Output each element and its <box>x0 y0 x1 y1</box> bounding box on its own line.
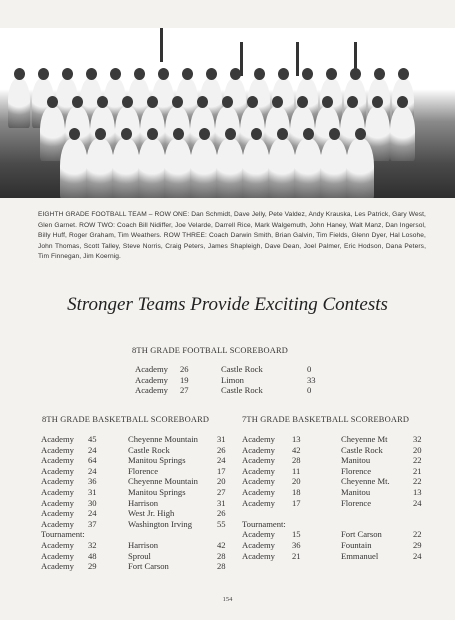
score-score: 24 <box>88 508 97 519</box>
score-team: Academy <box>242 540 275 550</box>
score-opponent: Florence <box>341 465 372 476</box>
player-head <box>355 128 366 140</box>
score-team: Academy <box>41 476 74 487</box>
score-opponent: Washington Irving <box>128 518 192 529</box>
score-team: Academy <box>41 465 74 476</box>
score-opp-score: 20 <box>217 476 226 487</box>
player-head <box>302 68 313 80</box>
score-score: 11 <box>292 465 301 476</box>
player-head <box>134 68 145 80</box>
player-head <box>303 128 314 140</box>
player-head <box>350 68 361 80</box>
player-head <box>372 96 383 108</box>
player-figure <box>138 138 166 198</box>
score-team: Academy <box>242 434 275 444</box>
score-opponent: Fort Carson <box>128 561 169 572</box>
score-opponent: Manitou Springs <box>128 487 186 497</box>
score-opp-score: 26 <box>217 444 226 455</box>
score-opp-score: 28 <box>217 550 226 561</box>
player-head <box>47 96 58 108</box>
player-head <box>347 96 358 108</box>
score-score: 19 <box>180 374 189 385</box>
score-opp-score: 24 <box>413 550 422 561</box>
score-score: 30 <box>88 497 97 508</box>
score-score: 29 <box>88 561 97 572</box>
score-team: Academy <box>242 455 275 466</box>
page-number: 154 <box>222 596 233 603</box>
score-opponent: Castle Rock <box>128 444 170 455</box>
score-team: Academy <box>41 518 74 529</box>
score-opp-score: 24 <box>413 497 422 508</box>
goal-post <box>296 42 299 76</box>
score-score: 26 <box>180 364 189 374</box>
score-opp-score: 27 <box>217 487 226 497</box>
score-score: 18 <box>292 487 301 497</box>
score-score: 27 <box>180 385 189 396</box>
score-opp-score: 31 <box>217 497 226 508</box>
score-opponent: Manitou Springs <box>128 455 186 466</box>
score-score: 24 <box>88 444 97 455</box>
player-head <box>14 68 25 80</box>
score-score: 32 <box>88 540 97 550</box>
player-head <box>326 68 337 80</box>
player-head <box>278 68 289 80</box>
player-head <box>172 96 183 108</box>
player-head <box>272 96 283 108</box>
score-opponent: Harrison <box>128 540 159 550</box>
score-opponent: Limon <box>221 374 244 385</box>
score-team: Academy <box>41 550 74 561</box>
player-head <box>398 68 409 80</box>
player-figure <box>8 78 30 128</box>
score-opponent: Castle Rock <box>341 444 383 455</box>
score-team: Academy <box>242 497 275 508</box>
score-score: 17 <box>292 497 301 508</box>
score-team: Academy <box>41 434 74 444</box>
player-head <box>277 128 288 140</box>
score-opp-score: 42 <box>217 540 226 550</box>
score-opponent: Florence <box>128 465 159 476</box>
player-figure <box>86 138 114 198</box>
player-head <box>247 96 258 108</box>
football-scoreboard-title: 8TH GRADE FOOTBALL SCOREBOARD <box>132 346 289 355</box>
score-score: 37 <box>88 518 97 529</box>
score-team: Academy <box>41 455 74 466</box>
score-team: Academy <box>242 476 275 487</box>
player-head <box>230 68 241 80</box>
score-score: 45 <box>88 434 97 444</box>
score-score: 36 <box>88 476 97 487</box>
score-team: Academy <box>41 508 74 519</box>
score-team: Academy <box>41 540 74 550</box>
score-opp-score: 24 <box>217 455 226 466</box>
score-opponent: West Jr. High <box>128 508 175 519</box>
score-opp-score: 13 <box>413 487 422 497</box>
player-head <box>297 96 308 108</box>
player-head <box>158 68 169 80</box>
player-head <box>95 128 106 140</box>
player-head <box>147 96 158 108</box>
player-head <box>374 68 385 80</box>
basketball-7th-scoreboard-title: 7TH GRADE BASKETBALL SCOREBOARD <box>242 415 410 424</box>
score-opponent: Cheyenne Mountain <box>128 476 198 487</box>
player-head <box>147 128 158 140</box>
player-figure <box>112 138 140 198</box>
score-team: Academy <box>41 497 74 508</box>
score-team: Academy <box>135 374 168 385</box>
score-opponent: Manitou <box>341 487 371 497</box>
score-opp-score: 22 <box>413 529 422 540</box>
player-figure <box>242 138 270 198</box>
score-opponent: Castle Rock <box>221 364 263 374</box>
score-opponent: Cheyenne Mountain <box>128 434 198 444</box>
score-team: Academy <box>242 550 275 561</box>
score-opp-score: 26 <box>217 508 226 519</box>
player-head <box>69 128 80 140</box>
score-team: Academy <box>41 444 74 455</box>
score-opponent: Harrison <box>128 497 159 508</box>
score-team: Academy <box>135 385 168 396</box>
player-figure <box>60 138 88 198</box>
score-opponent: Emmanuel <box>341 550 379 561</box>
score-opp-score: 31 <box>217 434 226 444</box>
score-opp-score: 22 <box>413 455 422 466</box>
player-head <box>254 68 265 80</box>
score-opponent: Fountain <box>341 540 372 550</box>
player-head <box>121 128 132 140</box>
score-opp-score: 21 <box>413 465 422 476</box>
score-team: Academy <box>41 561 74 572</box>
page-headline: Stronger Teams Provide Exciting Contests <box>67 294 388 315</box>
score-score: 64 <box>88 455 97 466</box>
player-head <box>329 128 340 140</box>
player-head <box>62 68 73 80</box>
photo-caption: EIGHTH GRADE FOOTBALL TEAM – ROW ONE: Dan Schmidt, Dave Jelly, Pete Valdez, Andy Krauska, Les Patrick, Gary West, Glen Garnet. ROW TWO: Coach Bill Nidiffer, Joe Velarde, Darrell Rice, Mark Walgemuth, John Haney, Walt Manz, Dan Ingersol, Billy Huff, Roger Graham, Tim Weathers. ROW THREE: Coach Darwin Smith, Brian Galvin, Tim Fields, Glenn Dyer, Hal Losohe, John Thomas, Scott Talley, Steve Norris, Craig Peters, James Shapleigh, Dave Dean, Joel Palmer, Eric Hodson, Dana Peters, Tim Finnegan, Jim Koernig. <box>38 211 426 261</box>
score-opponent: Cheyenne Mt. <box>341 476 390 487</box>
score-team: Academy <box>41 487 74 497</box>
player-head <box>110 68 121 80</box>
score-opp-score: 29 <box>413 540 422 550</box>
player-figure <box>216 138 244 198</box>
score-team: Academy <box>242 465 275 476</box>
score-team: Academy <box>242 529 275 540</box>
player-head <box>206 68 217 80</box>
score-opp-score: 33 <box>307 374 316 385</box>
player-head <box>173 128 184 140</box>
player-figure <box>390 106 415 161</box>
score-opp-score: 28 <box>217 561 226 572</box>
score-team: Academy <box>135 364 168 374</box>
team-photo <box>0 28 455 198</box>
player-head <box>397 96 408 108</box>
score-score: 31 <box>88 487 97 497</box>
score-opp-score: 55 <box>217 518 226 529</box>
score-opponent: Castle Rock <box>221 385 263 396</box>
score-score: 13 <box>292 434 301 444</box>
player-figure <box>294 138 322 198</box>
score-score: 36 <box>292 540 301 550</box>
player-head <box>322 96 333 108</box>
player-figure <box>190 138 218 198</box>
player-figure <box>320 138 348 198</box>
player-head <box>86 68 97 80</box>
score-score: 15 <box>292 529 301 540</box>
player-head <box>199 128 210 140</box>
score-opp-score: 20 <box>413 444 422 455</box>
score-score: 28 <box>292 455 301 466</box>
player-figure <box>268 138 296 198</box>
score-team: Tournament: <box>242 518 286 529</box>
player-head <box>182 68 193 80</box>
score-team: Academy <box>242 444 275 455</box>
score-score: 42 <box>292 444 301 455</box>
player-head <box>38 68 49 80</box>
player-head <box>225 128 236 140</box>
score-opp-score: 32 <box>413 434 422 444</box>
score-score: 21 <box>292 550 301 561</box>
player-figure <box>346 138 374 198</box>
player-head <box>122 96 133 108</box>
score-opp-score: 17 <box>217 465 226 476</box>
score-score: 48 <box>88 550 97 561</box>
player-head <box>197 96 208 108</box>
score-opponent: Florence <box>341 497 372 508</box>
score-opponent: Manitou <box>341 455 371 466</box>
player-figure <box>164 138 192 198</box>
score-opp-score: 22 <box>413 476 422 487</box>
score-opponent: Sproul <box>128 550 151 561</box>
score-team: Tournament: <box>41 529 85 540</box>
score-score: 20 <box>292 476 301 487</box>
player-head <box>72 96 83 108</box>
score-team: Academy <box>242 487 275 497</box>
player-head <box>97 96 108 108</box>
score-opp-score: 0 <box>307 385 312 396</box>
score-opponent: Fort Carson <box>341 529 382 540</box>
score-opponent: Cheyenne Mt <box>341 434 388 444</box>
score-score: 24 <box>88 465 97 476</box>
player-head <box>251 128 262 140</box>
goal-post <box>160 28 163 62</box>
score-opp-score: 0 <box>307 364 312 374</box>
player-head <box>222 96 233 108</box>
basketball-8th-scoreboard-title: 8TH GRADE BASKETBALL SCOREBOARD <box>42 415 210 424</box>
